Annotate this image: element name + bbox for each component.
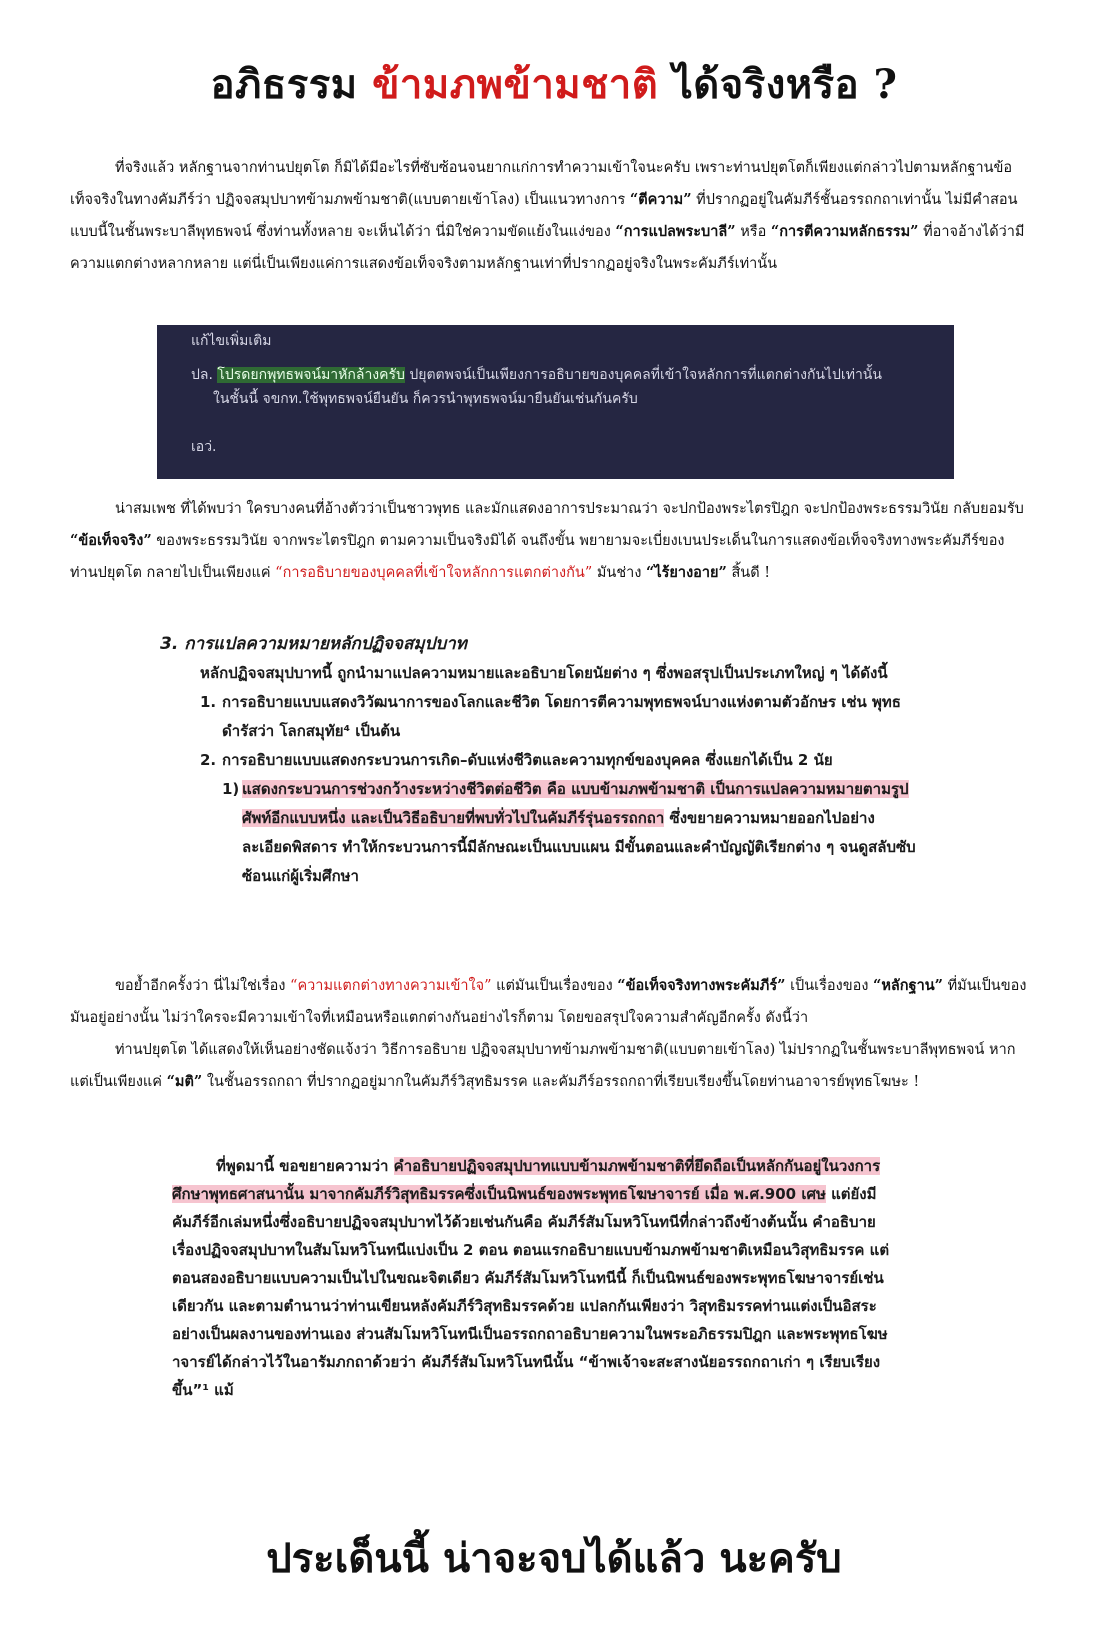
excerpt-heading: 3. การแปลความหมายหลักปฏิจจสมุปบาท xyxy=(160,634,467,654)
comment-body: ปล. โปรดยกพุทธพจน์มาหักล้างครับ ปยุตตพจน์เป็นเพียงการอธิบายของบุคคลที่เข้าใจหลักการที่แตกต่างกันไปเท่านั้น ในชั้นนี้ จขกท.ใช้พุทธพจน์ยืนยัน ก็ควรนำพุทธพจน์มายืนยันเช่นกันครับ xyxy=(191,367,882,407)
paragraph-1: ที่จริงแล้ว หลักฐานจากท่านปยุตโต ก็มิได้มีอะไรที่ซับซ้อนจนยากแก่การทำความเข้าใจนะครับ เพราะท่านปยุตโตก็เพียงแต่กล่าวไปตามหลักฐานข้อเท็จจริงในทางคัมภีร์ว่า ปฏิจจสมุปบาทข้ามภพข้ามชาติ(แบบตายเข้าโลง) เป็นแนวทางการ “ตีความ” ที่ปรากฏอยู่ในคัมภีร์ชั้นอรรถกถาเท่านั้น ไม่มีคำสอนแบบนี้ในชั้นพระบาลีพุทธพจน์ ซึ่งท่านทั้งหลาย จะเห็นได้ว่า นี่มิใช่ความขัดแย้งในแง่ของ “การแปลพระบาลี” หรือ “การตีความหลักธรรม” ที่อาจอ้างได้ว่ามีความแตกต่างหลากหลาย แต่นี่เป็นเพียงแค่การแสดงข้อเท็จจริงตามหลักฐานเท่าที่ปรากฏอยู่จริงในพระคัมภีร์เท่านั้น xyxy=(70,160,1025,272)
title-part-1: อภิธรรม xyxy=(210,61,358,108)
excerpt-subitem-1: 1) แสดงกระบวนการช่วงกว้างระหว่างชีวิตต่อชีวิต คือ แบบข้ามภพข้ามชาติ เป็นการแปลความหมายตามรูปศัพท์อีกแบบหนึ่ง และเป็นวิธีอธิบายที่พบทั่วไปในคัมภีร์รุ่นอรรถกถา ซึ่งขยายความหมายออกไปอย่างละเอียดพิสดาร ทำให้กระบวนการนี้มีลักษณะเป็นแบบแผน มีขั้นตอนและคำบัญญัติเรียกต่าง ๆ จนดูสลับซับซ้อนแก่ผู้เริ่มศึกษา xyxy=(222,780,916,885)
comment-highlight: โปรดยกพุทธพจน์มาหักล้างครับ xyxy=(217,367,405,383)
comment-header: แก้ไขเพิ่มเติม xyxy=(191,333,272,349)
pink-highlight-2: คำอธิบายปฏิจจสมุปบาทแบบข้ามภพข้ามชาติที่ยึดถือเป็นหลักกันอยู่ในวงการศึกษาพุทธศาสนานั้น มาจากคัมภีร์วิสุทธิมรรคซึ่งเป็นนิพนธ์ของพระพุทธโฆษาจารย์ เมื่อ พ.ศ.900 เศษ xyxy=(172,1157,881,1203)
paragraph-3: ขอย้ำอีกครั้งว่า นี่ไม่ใช่เรื่อง “ความแตกต่างทางความเข้าใจ” แต่มันเป็นเรื่องของ “ข้อเท็จจริงทางพระคัมภีร์” เป็นเรื่องของ “หลักฐาน” ที่มันเป็นของมันอยู่อย่างนั้น ไม่ว่าใครจะมีความเข้าใจที่เหมือนหรือแตกต่างกันอย่างไรก็ตาม โดยขอสรุปใจความสำคัญอีกครั้ง ดังนี้ว่า xyxy=(70,977,1027,1026)
closing-statement: ประเด็นนี้ น่าจะจบได้แล้ว นะครับ xyxy=(266,1535,842,1582)
title-part-3: ได้จริงหรือ ? xyxy=(672,61,898,108)
comment-footer: เอว่. xyxy=(191,439,217,455)
excerpt-item-2: 2. การอธิบายแบบแสดงกระบวนการเกิด–ดับแห่งชีวิตและความทุกข์ของบุคคล ซึ่งแยกได้เป็น 2 นัย xyxy=(200,751,833,769)
pink-highlight: แสดงกระบวนการช่วงกว้างระหว่างชีวิตต่อชีวิต คือ แบบข้ามภพข้ามชาติ เป็นการแปลความหมายตามรูปศัพท์อีกแบบหนึ่ง และเป็นวิธีอธิบายที่พบทั่วไปในคัมภีร์รุ่นอรรถกถา xyxy=(242,780,909,827)
excerpt-item-1: 1. การอธิบายแบบแสดงวิวัฒนาการของโลกและชีวิต โดยการตีความพุทธพจน์บางแห่งตามตัวอักษร เช่น พุทธดำรัสว่า โลกสมุทัย⁴ เป็นต้น xyxy=(200,693,901,740)
title-part-2-red: ข้ามภพข้ามชาติ xyxy=(372,61,659,108)
paragraph-2: น่าสมเพช ที่ได้พบว่า ใครบางคนที่อ้างตัวว่าเป็นชาวพุทธ และมักแสดงอาการประมาณว่า จะปกป้องพระไตรปิฎก จะปกป้องพระธรรมวินัย กลับยอมรับ “ข้อเท็จจริง” ของพระธรรมวินัย จากพระไตรปิฎก ตามความเป็นจริงมิได้ จนถึงขั้น พยายามจะเบี่ยงเบนประเด็นในการแสดงข้อเท็จจริงทางพระคัมภีร์ของท่านปยุตโต กลายไปเป็นเพียงแค่ “การอธิบายของบุคคลที่เข้าใจหลักการแตกต่างกัน” มันช่าง “ไร้ยางอาย” สิ้นดี ! xyxy=(70,501,1024,581)
paragraph-4: ท่านปยุตโต ได้แสดงให้เห็นอย่างชัดแจ้งว่า วิธีการอธิบาย ปฏิจจสมุปบาทข้ามภพข้ามชาติ(แบบตายเข้าโลง) ไม่ปรากฏในชั้นพระบาลีพุทธพจน์ หากแต่เป็นเพียงแค่ “มติ” ในชั้นอรรถกถา ที่ปรากฏอยู่มากในคัมภีร์วิสุทธิมรรค และคัมภีร์อรรถกถาที่เรียบเรียงขึ้นโดยท่านอาจารย์พุทธโฆษะ ! xyxy=(70,1042,1016,1090)
excerpt-intro: หลักปฏิจจสมุปบาทนี้ ถูกนำมาแปลความหมายและอธิบายโดยนัยต่าง ๆ ซึ่งพอสรุปเป็นประเภทใหญ่ ๆ ได้ดังนี้ xyxy=(200,664,888,682)
book-excerpt-2: ที่พูดมานี้ ขอขยายความว่า คำอธิบายปฏิจจสมุปบาทแบบข้ามภพข้ามชาติที่ยึดถือเป็นหลักกันอยู่ในวงการศึกษาพุทธศาสนานั้น มาจากคัมภีร์วิสุทธิมรรคซึ่งเป็นนิพนธ์ของพระพุทธโฆษาจารย์ เมื่อ พ.ศ.900 เศษ แต่ยังมีคัมภีร์อีกเล่มหนึ่งซึ่งอธิบายปฏิจจสมุปบาทไว้ด้วยเช่นกันคือ คัมภีร์สัมโมหวิโนทนีที่กล่าวถึงข้างต้นนั้น คำอธิบายเรื่องปฏิจจสมุปบาทในสัมโมหวิโนทนีแบ่งเป็น 2 ตอน ตอนแรกอธิบายแบบข้ามภพข้ามชาติเหมือนวิสุทธิมรรค แต่ตอนสองอธิบายแบบความเป็นไปในขณะจิตเดียว คัมภีร์สัมโมหวิโนทนีนี้ ก็เป็นนิพนธ์ของพระพุทธโฆษาจารย์เช่นเดียวกัน และตามตำนานว่าท่านเขียนหลังคัมภีร์วิสุทธิมรรคด้วย แปลกกันเพียงว่า วิสุทธิมรรคท่านแต่งเป็นอิสระอย่างเป็นผลงานของท่านเอง ส่วนสัมโมหวิโนทนีเป็นอรรถกถาอธิบายความในพระอภิธรรมปิฎก และพระพุทธโฆษาจารย์ได้กล่าวไว้ในอารัมภกถาด้วยว่า คัมภีร์สัมโมหวิโนทนีนั้น “ข้าพเจ้าจะสะสางนัยอรรถกถาเก่า ๆ เรียบเรียงขึ้น”¹ แม้ xyxy=(172,1157,890,1399)
book-excerpt-1 xyxy=(160,630,920,891)
page-title xyxy=(0,52,1108,116)
comment-screenshot xyxy=(157,325,954,479)
